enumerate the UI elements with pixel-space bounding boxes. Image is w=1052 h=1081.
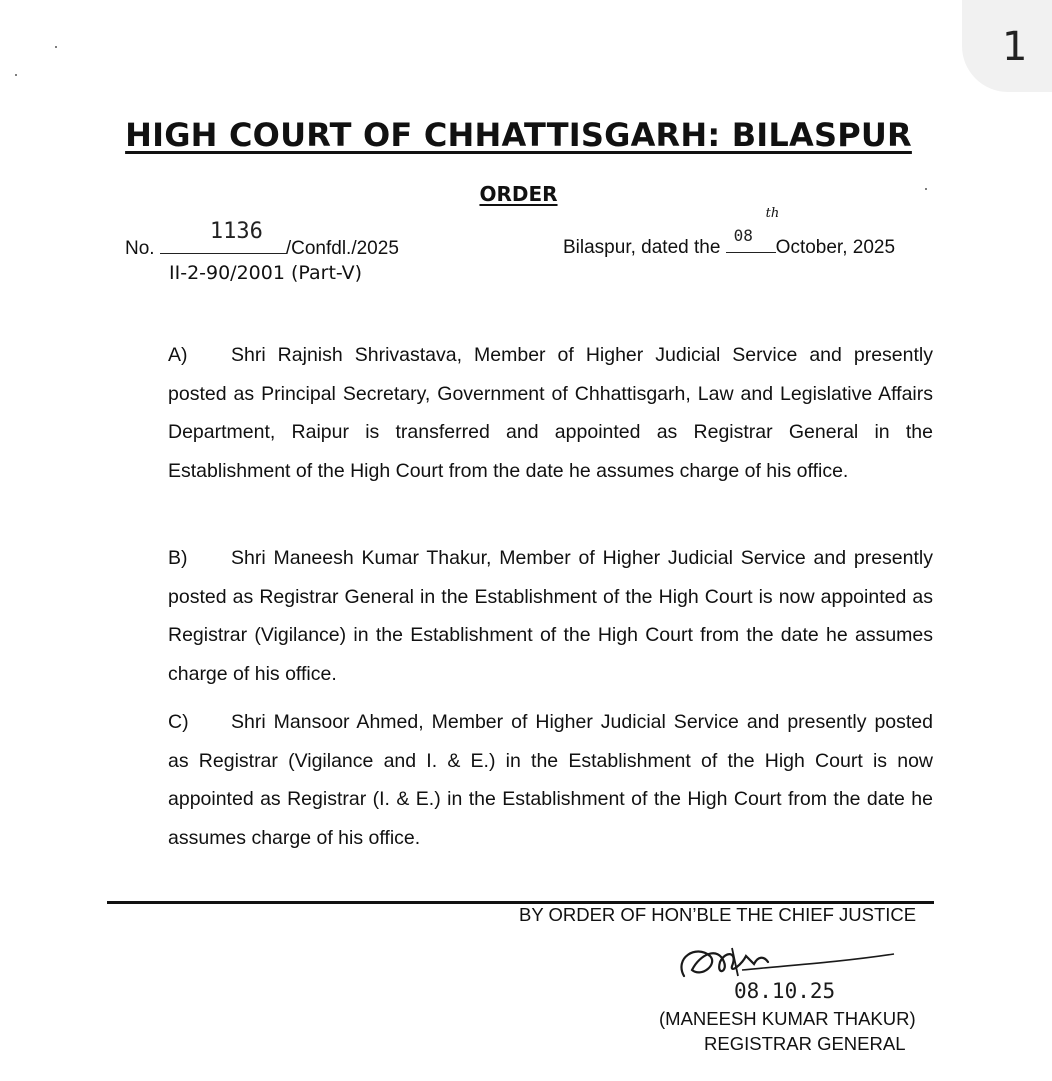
by-order-line: BY ORDER OF HON’BLE THE CHIEF JUSTICE <box>519 904 917 925</box>
paragraph-label: C) <box>168 711 189 733</box>
signatory-designation: REGISTRAR GENERAL <box>704 1033 906 1054</box>
signatory-name: (MANEESH KUMAR THAKUR) <box>659 1008 916 1029</box>
paragraph-label: B) <box>168 547 188 569</box>
date-day-handwritten: 08 <box>733 226 753 245</box>
date-line <box>563 206 896 259</box>
reference-number-line <box>125 219 399 260</box>
order-paragraph-a <box>168 336 933 490</box>
reference-number-handwritten: 1136 <box>209 219 263 244</box>
paragraph-text: Shri Rajnish Shrivastava, Member of Higher Judicial Service and presently posted as Principal Secretary, Government of Chhattisgarh, Law and Legislative Affairs Department, Raipur is transferred and appointed as Registrar General in the Establishment of the High Court from the date he assumes charge of his office. <box>168 344 933 482</box>
page-number-badge <box>962 0 1052 92</box>
date-prefix: Bilaspur, dated the <box>563 237 721 258</box>
order-heading: ORDER <box>479 182 558 206</box>
scan-speck <box>55 46 57 48</box>
reference-suffix: /Confdl./2025 <box>285 238 399 259</box>
handwritten-signature <box>672 936 902 1004</box>
reference-prefix: No. <box>125 238 155 259</box>
page-number: 1 <box>1002 24 1028 70</box>
reference-number-blank <box>160 219 286 254</box>
scan-speck <box>15 74 17 76</box>
court-title: HIGH COURT OF CHHATTISGARH: BILASPUR <box>125 116 912 154</box>
date-rest: October, 2025 <box>775 237 896 258</box>
date-day-blank <box>726 206 780 253</box>
paragraph-text: Shri Mansoor Ahmed, Member of Higher Judicial Service and presently posted as Registrar (Vigilance and I. & E.) in the Establishment of the High Court is now appointed as Registrar (I. & E.) in the Establishment of the High Court from the date he assumes charge of his office. <box>168 711 933 849</box>
paragraph-text: Shri Maneesh Kumar Thakur, Member of Higher Judicial Service and presently posted as Registrar General in the Establishment of the High Court is now appointed as Registrar (Vigilance) in the Establishment of the High Court from the date he assumes charge of his office. <box>168 547 933 685</box>
order-paragraph-c <box>168 703 933 857</box>
signature-date: 08.10.25 <box>734 979 836 1003</box>
file-number: II-2-90/2001 (Part-V) <box>169 262 363 284</box>
order-paragraph-b <box>168 539 933 693</box>
date-day-suffix: th <box>765 206 780 221</box>
paragraph-label: A) <box>168 344 188 366</box>
